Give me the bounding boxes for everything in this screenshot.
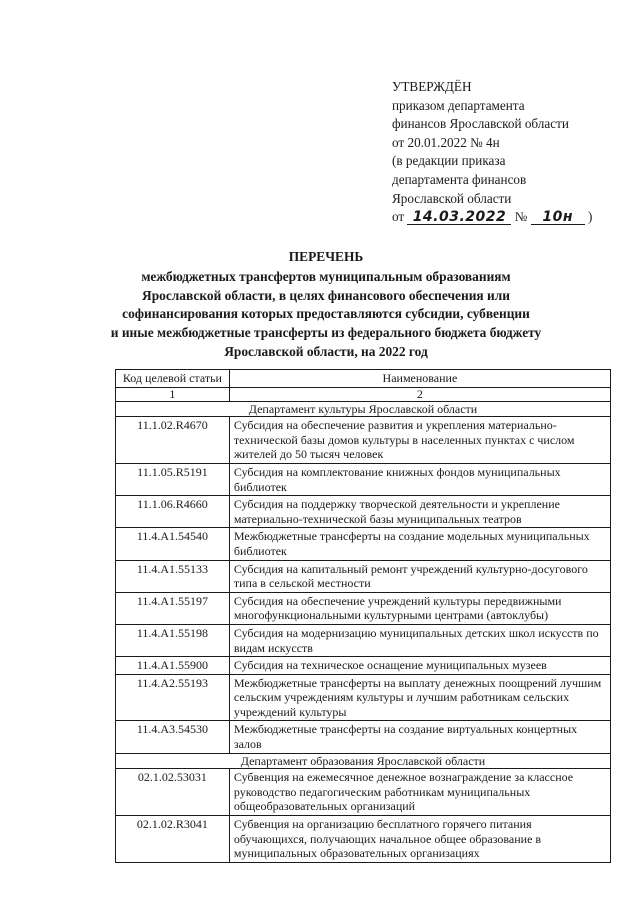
heading-line-5: Ярославской области, на 2022 год [224, 343, 428, 359]
transfer-name: Субсидия на обеспечение учреждений культуры передвижными многофункциональными культурными центрами (автоклубы) [229, 592, 610, 624]
transfer-name: Межбюджетные трансферты на создание виртуальных концертных залов [229, 721, 610, 753]
approval-line-1: приказом департамента [392, 97, 525, 113]
target-article-code: 11.4.A2.55193 [116, 674, 230, 721]
target-article-code: 11.1.02.R4670 [116, 417, 230, 464]
target-article-code: 11.4.A1.54540 [116, 528, 230, 560]
target-article-code: 02.1.02.R3041 [116, 816, 230, 863]
department-name: Департамент культуры Ярославской области [116, 401, 611, 417]
number-sign: № [514, 209, 528, 225]
table-row [116, 721, 611, 753]
transfer-name: Субсидия на комплектование книжных фондов муниципальных библиотек [229, 463, 610, 495]
department-row [116, 753, 611, 769]
transfer-name: Субвенция на организацию бесплатного горячего питания обучающихся, получающих начальное общее образование в муниципальных образовательных организациях [229, 816, 610, 863]
target-article-code: 02.1.02.53031 [116, 769, 230, 816]
transfer-name: Субсидия на техническое оснащение муниципальных музеев [229, 657, 610, 675]
transfer-name: Субвенция на ежемесячное денежное вознаграждение за классное руководство педагогическим работникам муниципальных общеобразовательных организаций [229, 769, 610, 816]
table-header-row [116, 370, 611, 388]
table-row [116, 463, 611, 495]
target-article-code: 11.4.A1.55197 [116, 592, 230, 624]
transfer-name: Субсидия на обеспечение развития и укрепления материально-технической базы домов культуры в населенных пунктах с числом жителей до 50 тысяч человек [229, 417, 610, 464]
document-title: ПЕРЕЧЕНЬ [288, 249, 364, 264]
handwritten-date: 14.03.2022 [407, 210, 511, 225]
transfer-name: Субсидия на поддержку творческой деятельности и укрепление материально-технической базы муниципальных театров [229, 496, 610, 528]
heading-line-1: межбюджетных трансфертов муниципальным образованиям [141, 268, 511, 284]
approval-line-4: (в редакции приказа [392, 153, 506, 169]
approval-line-3: от 20.01.2022 № 4н [392, 134, 500, 150]
target-article-code: 11.4.A1.55133 [116, 560, 230, 592]
date-prefix: от [392, 209, 405, 225]
table-row [116, 528, 611, 560]
transfer-name: Межбюджетные трансферты на выплату денежных поощрений лучшим сельским учреждениям культуры и лучшим работникам сельских учреждений культуры [229, 674, 610, 721]
transfer-name: Субсидия на капитальный ремонт учреждений культурно-досугового типа в сельской местности [229, 560, 610, 592]
column-number-2: 2 [229, 387, 610, 401]
department-name: Департамент образования Ярославской области [116, 753, 611, 769]
handwritten-number: 10н [531, 210, 585, 225]
approval-stamp [392, 78, 628, 227]
heading-line-2: Ярославской области, в целях финансового обеспечения или [142, 287, 510, 303]
department-row [116, 401, 611, 417]
target-article-code: 11.1.05.R5191 [116, 463, 230, 495]
table-row [116, 560, 611, 592]
target-article-code: 11.1.06.R4660 [116, 496, 230, 528]
column-header-name: Наименование [229, 370, 610, 388]
approval-date-line [392, 208, 628, 227]
approval-line-2: финансов Ярославской области [392, 116, 569, 132]
approval-line-6: Ярославской области [392, 190, 512, 206]
scan-bottom-edge [0, 888, 640, 889]
heading-line-3: софинансирования которых предоставляются субсидии, субвенции [122, 306, 530, 322]
heading-line-4: и иные межбюджетные трансферты из федерального бюджета бюджету [110, 325, 542, 341]
close-paren: ) [587, 209, 593, 225]
target-article-code: 11.4.A3.54530 [116, 721, 230, 753]
table-row [116, 769, 611, 816]
document-heading [100, 248, 552, 362]
transfer-name: Межбюджетные трансферты на создание модельных муниципальных библиотек [229, 528, 610, 560]
approval-line-5: департамента финансов [392, 171, 527, 187]
transfers-table [115, 369, 611, 863]
table-row [116, 816, 611, 863]
table-row [116, 496, 611, 528]
table-row [116, 592, 611, 624]
table-row [116, 624, 611, 656]
target-article-code: 11.4.A1.55900 [116, 657, 230, 675]
transfer-name: Субсидия на модернизацию муниципальных детских школ искусств по видам искусств [229, 624, 610, 656]
table-column-numbers-row [116, 387, 611, 401]
column-header-code: Код целевой статьи [116, 370, 230, 388]
approval-title: УТВЕРЖДЁН [392, 79, 472, 94]
table-row [116, 657, 611, 675]
table-row [116, 417, 611, 464]
table-row [116, 674, 611, 721]
target-article-code: 11.4.A1.55198 [116, 624, 230, 656]
column-number-1: 1 [116, 387, 230, 401]
